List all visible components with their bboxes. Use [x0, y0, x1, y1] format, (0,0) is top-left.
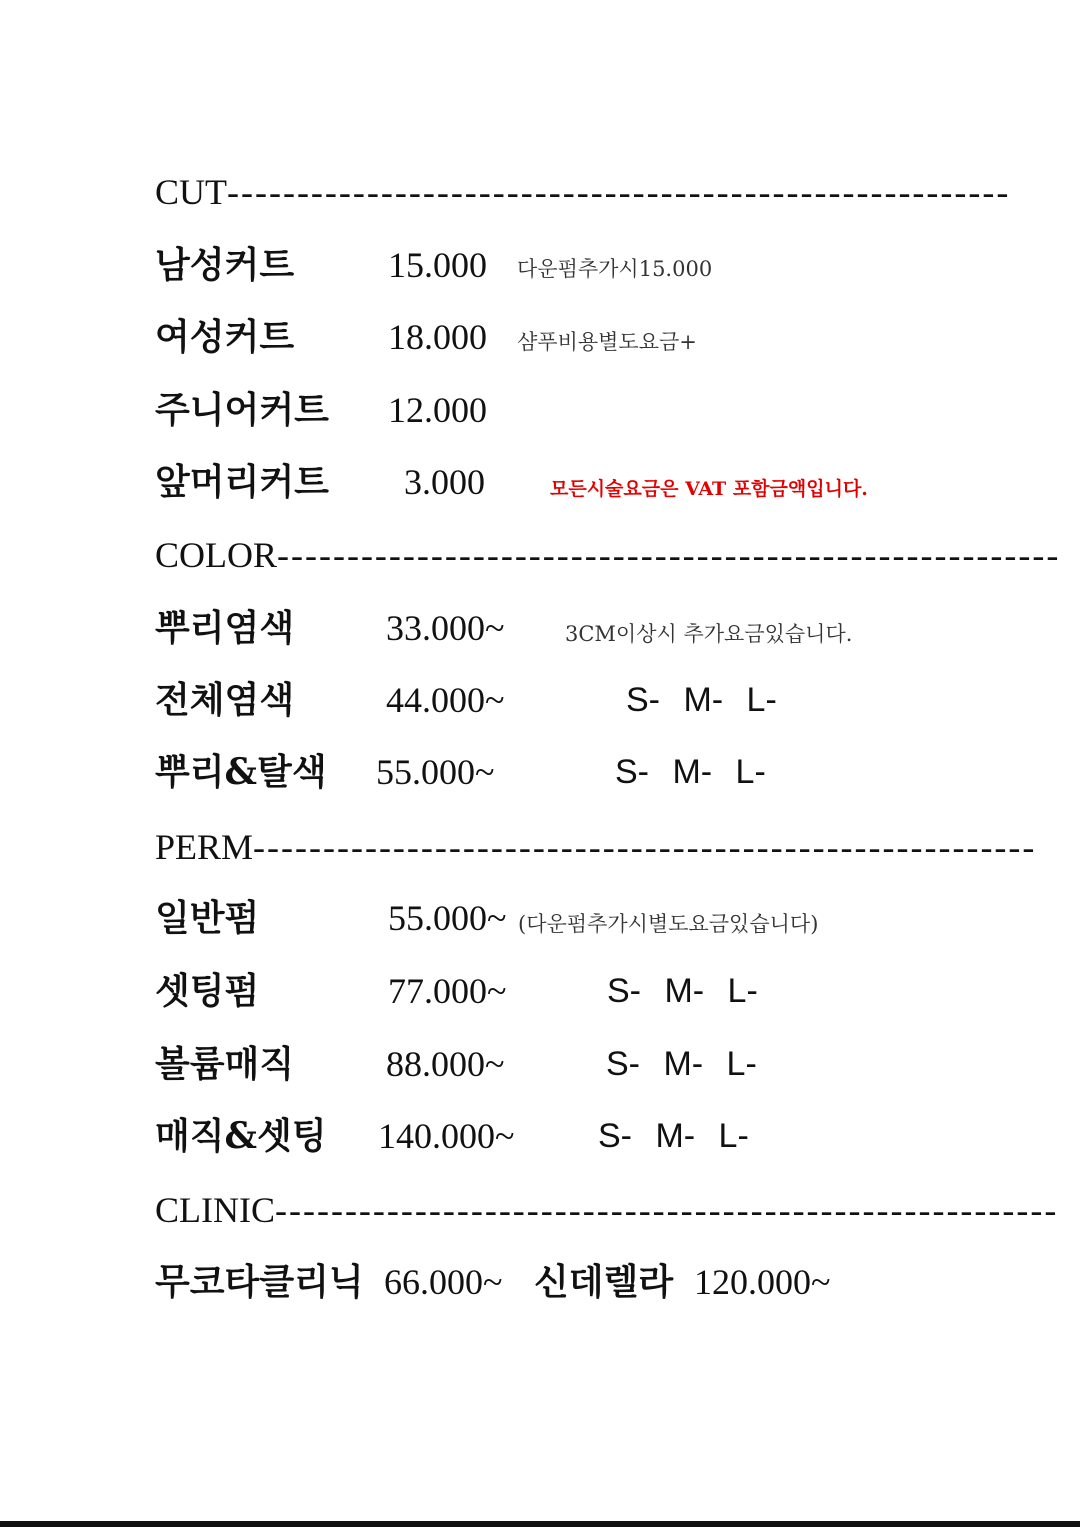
size-options: S- M- L- — [626, 681, 777, 719]
service-price: 18.000 — [388, 317, 487, 357]
service-name: 무코타클리닉 — [155, 1261, 364, 1303]
service-price: 44.000~ — [386, 680, 505, 720]
section-header-clinic — [155, 1190, 1059, 1230]
service-name: 뿌리염색 — [155, 607, 295, 649]
section-divider: -------------------------------------------------------- — [253, 827, 1037, 867]
section-divider: -------------------------------------------------------- — [227, 172, 1011, 212]
service-price: 55.000~ — [388, 898, 507, 938]
service-name: 셋팅펌 — [155, 970, 260, 1012]
size-options: S- M- L- — [598, 1117, 749, 1155]
section-divider: -------------------------------------------------------- — [277, 535, 1061, 575]
service-name: 여성커트 — [155, 316, 295, 358]
service-name: 전체염색 — [155, 679, 295, 721]
service-price: 140.000~ — [378, 1116, 515, 1156]
section-title: COLOR — [155, 535, 278, 575]
service-name: 남성커트 — [155, 244, 295, 286]
service-note: (다운펌추가시별도요금있습니다) — [518, 912, 819, 936]
service-name: 주니어커트 — [155, 389, 329, 431]
service-note: 샴푸비용별도요금+ — [517, 330, 697, 354]
section-header-perm — [155, 827, 1037, 867]
section-header-color — [155, 535, 1061, 575]
service-price: 66.000~ — [384, 1262, 503, 1302]
section-divider: -------------------------------------------------------- — [275, 1190, 1059, 1230]
service-name: 앞머리커트 — [155, 461, 329, 503]
size-options: S- M- L- — [615, 753, 766, 791]
size-options: S- M- L- — [606, 1045, 757, 1083]
service-price: 77.000~ — [388, 971, 507, 1011]
service-name: 일반펌 — [155, 897, 260, 939]
service-name: 매직&셋팅 — [155, 1115, 327, 1157]
bottom-edge-bar — [0, 1521, 1080, 1527]
section-header-cut — [155, 172, 1011, 212]
service-price: 33.000~ — [386, 608, 505, 648]
service-name: 신데렐라 — [534, 1261, 674, 1303]
section-title: CUT — [155, 172, 227, 212]
service-price: 120.000~ — [694, 1262, 831, 1302]
service-note: 3CM이상시 추가요금있습니다. — [565, 622, 853, 646]
section-title: CLINIC — [155, 1190, 275, 1230]
section-title: PERM — [155, 827, 254, 867]
service-price: 15.000 — [388, 245, 487, 285]
service-price: 3.000 — [404, 462, 485, 502]
service-price: 12.000 — [388, 390, 487, 430]
service-name: 뿌리&탈색 — [155, 751, 327, 793]
service-price: 55.000~ — [376, 752, 495, 792]
service-price: 88.000~ — [386, 1044, 505, 1084]
service-note: 다운펌추가시15.000 — [517, 257, 713, 281]
size-options: S- M- L- — [607, 972, 758, 1010]
vat-notice: 모든시술요금은 VAT 포함금액입니다. — [550, 478, 868, 500]
service-name: 볼륨매직 — [155, 1043, 295, 1085]
